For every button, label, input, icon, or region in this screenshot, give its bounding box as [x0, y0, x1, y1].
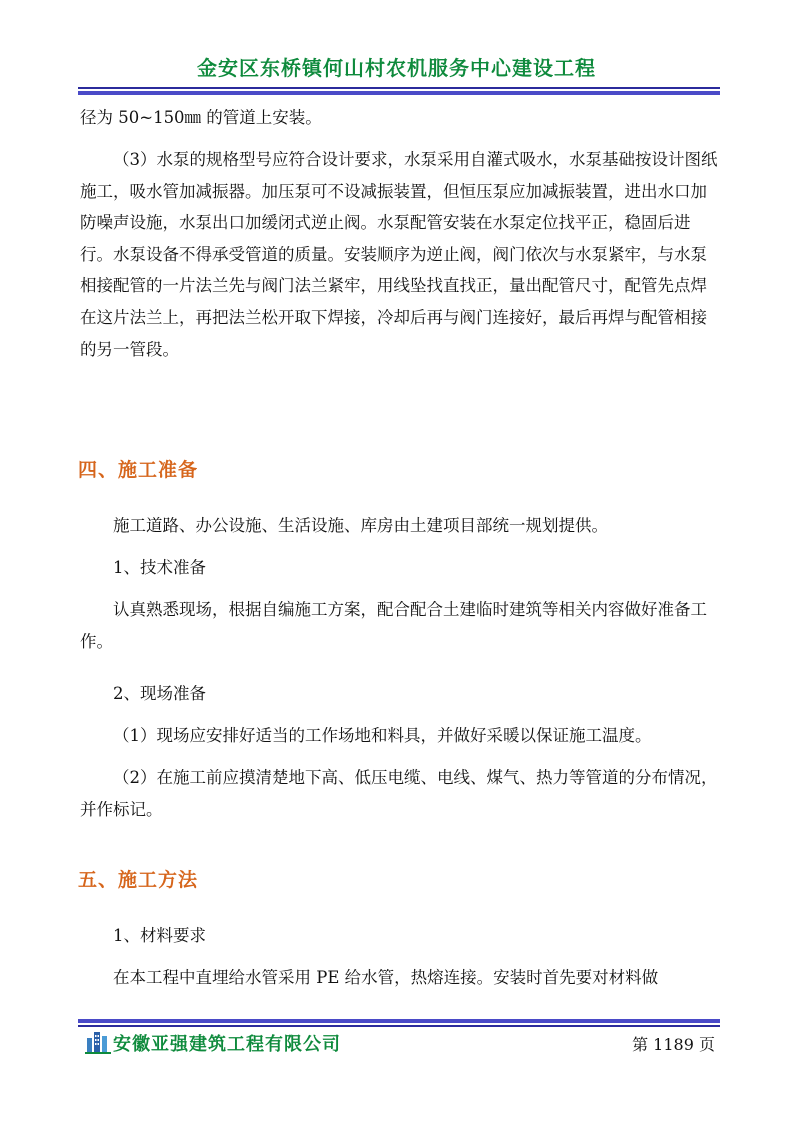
paragraph-tech: 认真熟悉现场，根据自编施工方案，配合配合土建临时建筑等相关内容做好准备工作。	[80, 600, 707, 651]
paragraph-pump: （3）水泵的规格型号应符合设计要求，水泵采用自灌式吸水，水泵基础按设计图纸施工，吸水管加减振器。加压泵可不设减振装置，但恒压泵应加减振装置，进出水口加防噪声设施，水泵出口加缓闭式逆止阀。水泵配管安装在水泵定位找平正，稳固后进行。水泵设备不得承受管道的质量。安装顺序为逆止阀，阀门依次与水泵紧牢，与水泵相接配管的一片法兰先与阀门法兰紧牢，用线坠找直找正，量出配管尺寸，配管先点焊在这片法兰上，再把法兰松开取下焊接，冷却后再与阀门连接好，最后再焊与配管相接的另一管段。	[80, 150, 718, 359]
subheading-site: 2、现场准备	[113, 684, 206, 703]
footer-rule	[78, 1025, 720, 1027]
footer-page-number: 第 1189 页	[632, 1035, 715, 1054]
footer-company-name: 安徽亚强建筑工程有限公司	[113, 1034, 341, 1055]
paragraph-continue: 径为 50~150㎜ 的管道上安装。	[80, 108, 322, 127]
page-header-title: 金安区东桥镇何山村农机服务中心建设工程	[197, 56, 596, 80]
footer-rule-thick	[78, 1019, 720, 1023]
paragraph-site-1: （1）现场应安排好适当的工作场地和料具，并做好采暖以保证施工温度。	[113, 726, 652, 745]
header-rule-thick	[78, 91, 720, 95]
paragraph-site-2: （2）在施工前应摸清楚地下高、低压电缆、电线、煤气、热力等管道的分布情况，并作标记。	[80, 768, 718, 819]
subheading-tech: 1、技术准备	[113, 558, 206, 577]
section-heading-method: 五、施工方法	[78, 869, 199, 891]
section-heading-prep: 四、施工准备	[78, 459, 199, 481]
building-logo-icon	[85, 1030, 111, 1054]
subheading-material: 1、材料要求	[113, 926, 206, 945]
header-rule	[78, 87, 720, 89]
paragraph-material: 在本工程中直埋给水管采用 PE 给水管，热熔连接。安装时首先要对材料做	[113, 968, 659, 987]
paragraph-prep-intro: 施工道路、办公设施、生活设施、库房由土建项目部统一规划提供。	[113, 516, 608, 535]
